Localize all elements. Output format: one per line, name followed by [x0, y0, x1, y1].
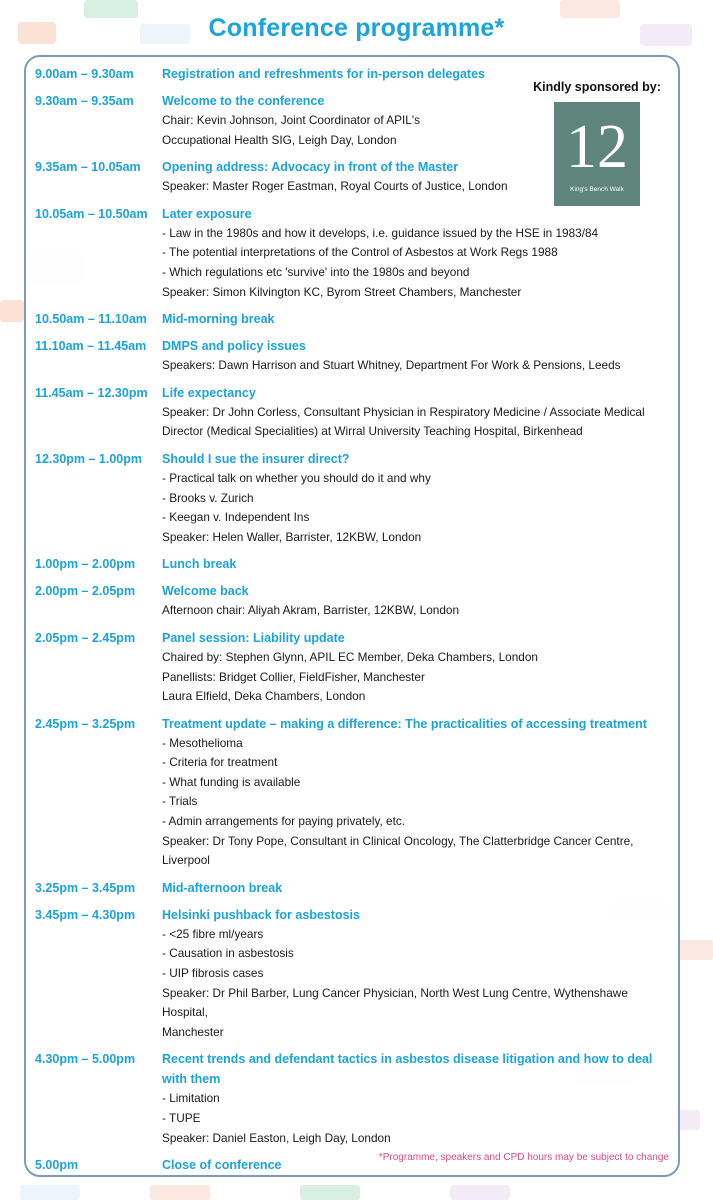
session-row	[35, 905, 675, 1043]
session-detail-line: - Mesothelioma	[162, 735, 243, 750]
session-content	[162, 554, 675, 574]
session-detail-line: Speaker: Helen Waller, Barrister, 12KBW, London	[162, 529, 422, 544]
session-title: Mid-afternoon break	[162, 880, 283, 895]
session-time: 9.35am – 10.05am	[35, 160, 141, 175]
session-detail-line: - Brooks v. Zurich	[162, 490, 254, 505]
session-title: Welcome to the conference	[162, 94, 325, 108]
session-content	[162, 309, 675, 329]
session-title: Treatment update – making a difference: The practicalities of accessing treatment	[162, 716, 647, 731]
footnote: *Programme, speakers and CPD hours may be subject to change	[378, 1152, 669, 1163]
session-detail-line: Speaker: Daniel Easton, Leigh Day, London	[162, 1130, 391, 1145]
session-content	[162, 449, 675, 547]
session-time: 9.00am – 9.30am	[35, 67, 134, 81]
session-detail-line: Speakers: Dawn Harrison and Stuart Whitney, Department For Work & Pensions, Leeds	[162, 358, 621, 373]
session-detail-line: Afternoon chair: Aliyah Akram, Barrister, 12KBW, London	[162, 603, 460, 618]
session-row	[35, 309, 675, 329]
session-title: Life expectancy	[162, 385, 256, 400]
session-title: Opening address: Advocacy in front of the Master	[162, 160, 459, 175]
page-title: Conference programme*	[208, 14, 505, 42]
session-detail-line: Chaired by: Stephen Glynn, APIL EC Member, Deka Chambers, London	[162, 649, 538, 664]
session-title: Should I sue the insurer direct?	[162, 451, 350, 466]
session-detail-line: Liverpool	[162, 853, 210, 868]
sponsor-logo-text: King's Bench Walk	[570, 185, 624, 193]
programme-list	[35, 64, 675, 1182]
session-time: 5.00pm	[35, 1158, 79, 1173]
session-title: Mid-morning break	[162, 312, 275, 327]
session-detail-line: Speaker: Master Roger Eastman, Royal Courts of Justice, London	[162, 179, 508, 194]
session-row	[35, 383, 675, 442]
session-detail-line: Director (Medical Specialities) at Wirral University Teaching Hospital, Birkenhead	[162, 424, 583, 439]
session-row	[35, 64, 675, 84]
session-detail-line: Laura Elfield, Deka Chambers, London	[162, 689, 366, 704]
session-time: 9.30am – 9.35am	[35, 94, 134, 108]
session-detail-line: - TUPE	[162, 1111, 201, 1125]
session-row	[35, 1049, 675, 1148]
session-content	[162, 64, 675, 84]
session-time: 2.05pm – 2.45pm	[35, 630, 136, 645]
session-content	[162, 1049, 675, 1148]
session-content	[162, 628, 675, 707]
session-time: 4.30pm – 5.00pm	[35, 1052, 136, 1067]
session-time: 3.45pm – 4.30pm	[35, 907, 136, 922]
session-detail-line: - Limitation	[162, 1091, 220, 1106]
session-title: Close of conference	[162, 1158, 282, 1173]
session-title: Welcome back	[162, 584, 249, 599]
session-detail-line: Speaker: Dr John Corless, Consultant Physician in Respiratory Medicine / Associate Medical	[162, 404, 645, 419]
session-title: Recent trends and defendant tactics in asbestos disease litigation and how to deal with them	[162, 1052, 653, 1087]
session-detail-line: Speaker: Dr Phil Barber, Lung Cancer Physician, North West Lung Centre, Wythenshawe Hospital,	[162, 985, 628, 1020]
session-detail-line: - Law in the 1980s and how it develops, i.e. guidance issued by the HSE in 1983/84	[162, 225, 599, 240]
session-detail-line: Panellists: Bridget Collier, FieldFisher, Manchester	[162, 669, 425, 684]
session-detail-line: - Practical talk on whether you should do it and why	[162, 470, 431, 485]
session-detail-line: - UIP fibrosis cases	[162, 966, 264, 981]
session-detail-line: - Admin arrangements for paying privately, etc.	[162, 814, 406, 829]
session-title: Later exposure	[162, 206, 252, 221]
session-row	[35, 714, 675, 871]
session-content	[162, 383, 675, 442]
session-content	[162, 336, 675, 376]
session-detail-line: - Trials	[162, 794, 198, 809]
session-row	[35, 91, 675, 150]
session-time: 12.30pm – 1.00pm	[35, 451, 143, 466]
session-time: 2.00pm – 2.05pm	[35, 584, 136, 599]
session-title: Panel session: Liability update	[162, 630, 345, 645]
session-content	[162, 878, 675, 898]
session-time: 1.00pm – 2.00pm	[35, 557, 136, 572]
session-row	[35, 554, 675, 574]
session-title: Registration and refreshments for in-person delegates	[162, 67, 485, 81]
session-content	[162, 204, 675, 302]
session-detail-line: - Keegan v. Independent Ins	[162, 510, 310, 525]
session-detail-line: Speaker: Dr Tony Pope, Consultant in Clinical Oncology, The Clatterbridge Cancer Centre,	[162, 833, 634, 848]
session-row	[35, 336, 675, 376]
session-title: DMPS and policy issues	[162, 339, 306, 354]
session-detail-line: - What funding is available	[162, 774, 301, 789]
session-detail-line: - Which regulations etc 'survive' into the 1980s and beyond	[162, 264, 470, 279]
session-content	[162, 905, 675, 1043]
session-content	[162, 714, 675, 871]
session-row	[35, 581, 675, 621]
session-time: 11.10am – 11.45am	[35, 339, 147, 354]
session-title: Helsinki pushback for asbestosis	[162, 907, 360, 922]
sponsor-logo-number: 12	[566, 112, 628, 181]
session-detail-line: Manchester	[162, 1024, 224, 1039]
session-detail-line: Chair: Kevin Johnson, Joint Coordinator of APIL's	[162, 113, 420, 127]
session-detail-line: - <25 fibre ml/years	[162, 926, 264, 941]
session-detail-line: - The potential interpretations of the Control of Asbestos at Work Regs 1988	[162, 245, 558, 260]
session-row	[35, 157, 675, 197]
session-detail-line: - Causation in asbestosis	[162, 946, 294, 961]
session-content	[162, 581, 675, 621]
session-content	[162, 91, 675, 150]
session-row	[35, 878, 675, 898]
session-time: 10.05am – 10.50am	[35, 206, 148, 221]
session-detail-line: - Criteria for treatment	[162, 755, 278, 770]
session-row	[35, 449, 675, 547]
session-time: 2.45pm – 3.25pm	[35, 716, 136, 731]
session-detail-line: Occupational Health SIG, Leigh Day, London	[162, 132, 397, 147]
session-time: 11.45am – 12.30pm	[35, 385, 148, 400]
session-content	[162, 157, 675, 197]
session-detail-line: Speaker: Simon Kilvington KC, Byrom Street Chambers, Manchester	[162, 284, 522, 299]
session-time: 10.50am – 11.10am	[35, 312, 147, 327]
session-row	[35, 204, 675, 302]
session-row	[35, 628, 675, 707]
sponsor-label: Kindly sponsored by:	[533, 80, 661, 94]
session-title: Lunch break	[162, 557, 237, 572]
session-time: 3.25pm – 3.45pm	[35, 880, 136, 895]
